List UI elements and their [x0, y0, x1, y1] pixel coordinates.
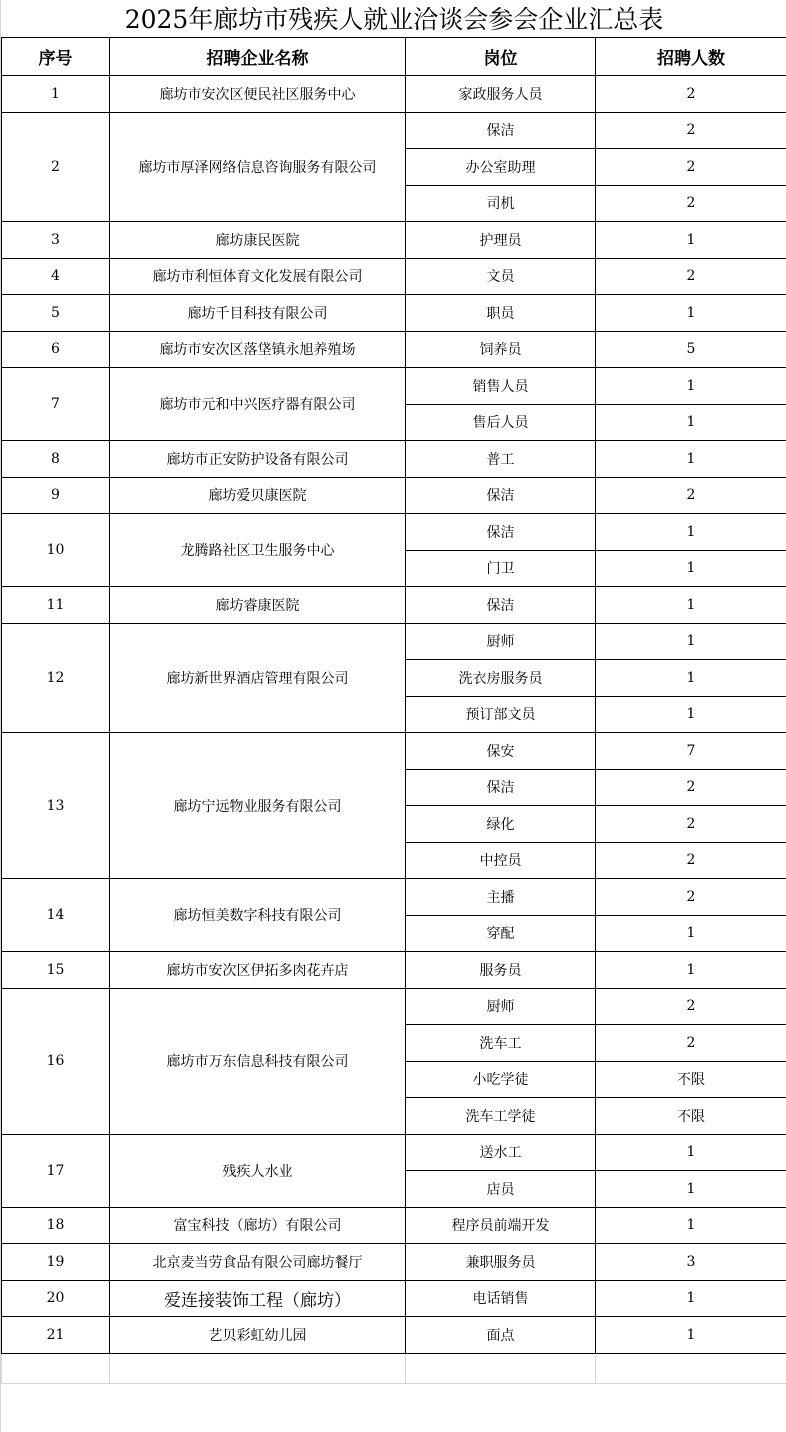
- cell-count[interactable]: 1: [596, 696, 786, 733]
- cell-count[interactable]: 5: [596, 331, 786, 368]
- cell-position[interactable]: 保洁: [406, 587, 596, 624]
- cell-position[interactable]: 面点: [406, 1317, 596, 1354]
- header-index[interactable]: 序号: [2, 38, 110, 76]
- cell-count[interactable]: 1: [596, 295, 786, 332]
- table-row: [2, 477, 786, 514]
- cell-index[interactable]: 19: [2, 1244, 110, 1281]
- table-row: [2, 1280, 786, 1317]
- table-row: [2, 441, 786, 478]
- empty-cell[interactable]: [2, 1353, 110, 1383]
- cell-company-name[interactable]: 廊坊爱贝康医院: [110, 477, 406, 514]
- cell-position[interactable]: 程序员前端开发: [406, 1207, 596, 1244]
- cell-count[interactable]: 2: [596, 477, 786, 514]
- cell-count[interactable]: 2: [596, 1025, 786, 1062]
- sheet-title: 2025年廊坊市残疾人就业洽谈会参会企业汇总表: [124, 5, 664, 34]
- cell-index[interactable]: 2: [2, 112, 110, 222]
- cell-count[interactable]: 7: [596, 733, 786, 770]
- cell-index[interactable]: 21: [2, 1317, 110, 1354]
- cell-position[interactable]: 职员: [406, 295, 596, 332]
- empty-cell[interactable]: [110, 1353, 406, 1383]
- cell-index[interactable]: 3: [2, 222, 110, 259]
- cell-position[interactable]: 洗车工学徒: [406, 1098, 596, 1135]
- cell-company-name[interactable]: 廊坊千目科技有限公司: [110, 295, 406, 332]
- cell-company-name[interactable]: 廊坊市厚泽网络信息咨询服务有限公司: [110, 112, 406, 222]
- cell-index[interactable]: 13: [2, 733, 110, 879]
- cell-company-name[interactable]: 廊坊市正安防护设备有限公司: [110, 441, 406, 478]
- cell-index[interactable]: 17: [2, 1134, 110, 1207]
- cell-count[interactable]: 1: [596, 1317, 786, 1354]
- cell-count[interactable]: 1: [596, 1207, 786, 1244]
- cell-company-name[interactable]: 廊坊市安次区便民社区服务中心: [110, 76, 406, 113]
- table-row: [2, 76, 786, 113]
- table-row: [2, 988, 786, 1025]
- cell-index[interactable]: 14: [2, 879, 110, 952]
- cell-index[interactable]: 8: [2, 441, 110, 478]
- empty-row: [2, 1353, 786, 1383]
- cell-position[interactable]: 电话销售: [406, 1280, 596, 1317]
- cell-index[interactable]: 1: [2, 76, 110, 113]
- cell-count[interactable]: 1: [596, 623, 786, 660]
- cell-count[interactable]: 不限: [596, 1098, 786, 1135]
- cell-position[interactable]: 保洁: [406, 477, 596, 514]
- cell-count[interactable]: 2: [596, 806, 786, 843]
- cell-company-name[interactable]: 龙腾路社区卫生服务中心: [110, 514, 406, 587]
- table-row: [2, 258, 786, 295]
- cell-count[interactable]: 2: [596, 258, 786, 295]
- cell-company-name[interactable]: 廊坊市利恒体育文化发展有限公司: [110, 258, 406, 295]
- cell-position[interactable]: 小吃学徒: [406, 1061, 596, 1098]
- cell-count[interactable]: 2: [596, 769, 786, 806]
- cell-index[interactable]: 9: [2, 477, 110, 514]
- cell-position[interactable]: 主播: [406, 879, 596, 916]
- cell-position[interactable]: 洗车工: [406, 1025, 596, 1062]
- cell-count[interactable]: 2: [596, 879, 786, 916]
- cell-position[interactable]: 穿配: [406, 915, 596, 952]
- table-row: [2, 879, 786, 916]
- table-row: [2, 295, 786, 332]
- table-row: [2, 368, 786, 405]
- cell-count[interactable]: 2: [596, 988, 786, 1025]
- cell-count[interactable]: 1: [596, 550, 786, 587]
- cell-position[interactable]: 销售人员: [406, 368, 596, 405]
- cell-position[interactable]: 办公室助理: [406, 149, 596, 186]
- table-row: [2, 1244, 786, 1281]
- cell-company-name[interactable]: 廊坊市万东信息科技有限公司: [110, 988, 406, 1134]
- cell-count[interactable]: 不限: [596, 1061, 786, 1098]
- cell-count[interactable]: 1: [596, 514, 786, 551]
- header-row: [2, 38, 786, 76]
- table-row: [2, 733, 786, 770]
- empty-cell[interactable]: [406, 1353, 596, 1383]
- cell-position[interactable]: 护理员: [406, 222, 596, 259]
- cell-index[interactable]: 6: [2, 331, 110, 368]
- table-row: [2, 222, 786, 259]
- cell-company-name[interactable]: 廊坊康民医院: [110, 222, 406, 259]
- table-row: [2, 1317, 786, 1354]
- cell-company-name[interactable]: 廊坊恒美数字科技有限公司: [110, 879, 406, 952]
- cell-index[interactable]: 20: [2, 1280, 110, 1317]
- cell-position[interactable]: 保洁: [406, 514, 596, 551]
- cell-count[interactable]: 1: [596, 404, 786, 441]
- cell-count[interactable]: 1: [596, 1134, 786, 1171]
- table-body: [2, 76, 786, 1384]
- cell-position[interactable]: 保洁: [406, 112, 596, 149]
- header-count[interactable]: 招聘人数: [596, 38, 786, 76]
- table-row: [2, 623, 786, 660]
- cell-count[interactable]: 1: [596, 1171, 786, 1208]
- cell-position[interactable]: 厨师: [406, 623, 596, 660]
- table-row: [2, 1207, 786, 1244]
- cell-index[interactable]: 4: [2, 258, 110, 295]
- header-position[interactable]: 岗位: [406, 38, 596, 76]
- cell-position[interactable]: 店员: [406, 1171, 596, 1208]
- cell-company-name[interactable]: 富宝科技（廊坊）有限公司: [110, 1207, 406, 1244]
- cell-count[interactable]: 2: [596, 149, 786, 186]
- cell-count[interactable]: 1: [596, 222, 786, 259]
- cell-count[interactable]: 1: [596, 952, 786, 989]
- cell-index[interactable]: 5: [2, 295, 110, 332]
- company-summary-table: [1, 37, 786, 1384]
- cell-position[interactable]: 中控员: [406, 842, 596, 879]
- cell-count[interactable]: 1: [596, 368, 786, 405]
- cell-index[interactable]: 12: [2, 623, 110, 733]
- cell-company-name[interactable]: 残疾人水业: [110, 1134, 406, 1207]
- cell-position[interactable]: 保洁: [406, 769, 596, 806]
- cell-count[interactable]: 2: [596, 76, 786, 113]
- cell-position[interactable]: 送水工: [406, 1134, 596, 1171]
- table-row: [2, 112, 786, 149]
- cell-count[interactable]: 2: [596, 112, 786, 149]
- cell-position[interactable]: 文员: [406, 258, 596, 295]
- cell-index[interactable]: 7: [2, 368, 110, 441]
- cell-position[interactable]: 普工: [406, 441, 596, 478]
- cell-position[interactable]: 绿化: [406, 806, 596, 843]
- table-row: [2, 331, 786, 368]
- cell-index[interactable]: 15: [2, 952, 110, 989]
- cell-count[interactable]: 1: [596, 660, 786, 697]
- cell-count[interactable]: 1: [596, 1280, 786, 1317]
- cell-position[interactable]: 售后人员: [406, 404, 596, 441]
- table-row: [2, 1134, 786, 1171]
- cell-company-name[interactable]: 廊坊新世界酒店管理有限公司: [110, 623, 406, 733]
- cell-index[interactable]: 11: [2, 587, 110, 624]
- cell-index[interactable]: 18: [2, 1207, 110, 1244]
- cell-company-name[interactable]: 廊坊宁远物业服务有限公司: [110, 733, 406, 879]
- cell-index[interactable]: 10: [2, 514, 110, 587]
- cell-count[interactable]: 1: [596, 441, 786, 478]
- cell-position[interactable]: 司机: [406, 185, 596, 222]
- table-row: [2, 587, 786, 624]
- cell-company-name[interactable]: 艺贝彩虹幼儿园: [110, 1317, 406, 1354]
- cell-company-name[interactable]: 爱连接装饰工程（廊坊）: [110, 1280, 406, 1317]
- cell-position[interactable]: 洗衣房服务员: [406, 660, 596, 697]
- cell-count[interactable]: 1: [596, 915, 786, 952]
- cell-company-name[interactable]: 北京麦当劳食品有限公司廊坊餐厅: [110, 1244, 406, 1281]
- header-company[interactable]: 招聘企业名称: [110, 38, 406, 76]
- cell-company-name[interactable]: 廊坊睿康医院: [110, 587, 406, 624]
- cell-position[interactable]: 家政服务人员: [406, 76, 596, 113]
- cell-company-name[interactable]: 廊坊市安次区伊拓多肉花卉店: [110, 952, 406, 989]
- cell-count[interactable]: 3: [596, 1244, 786, 1281]
- cell-position[interactable]: 兼职服务员: [406, 1244, 596, 1281]
- table-row: [2, 952, 786, 989]
- cell-position[interactable]: 保安: [406, 733, 596, 770]
- cell-company-name[interactable]: 廊坊市元和中兴医疗器有限公司: [110, 368, 406, 441]
- cell-count[interactable]: 2: [596, 185, 786, 222]
- cell-count[interactable]: 1: [596, 587, 786, 624]
- cell-index[interactable]: 16: [2, 988, 110, 1134]
- cell-position[interactable]: 门卫: [406, 550, 596, 587]
- empty-cell[interactable]: [596, 1353, 786, 1383]
- cell-position[interactable]: 厨师: [406, 988, 596, 1025]
- cell-position[interactable]: 预订部文员: [406, 696, 596, 733]
- cell-position[interactable]: 服务员: [406, 952, 596, 989]
- cell-count[interactable]: 2: [596, 842, 786, 879]
- table-row: [2, 514, 786, 551]
- cell-position[interactable]: 饲养员: [406, 331, 596, 368]
- cell-company-name[interactable]: 廊坊市安次区落垡镇永旭养殖场: [110, 331, 406, 368]
